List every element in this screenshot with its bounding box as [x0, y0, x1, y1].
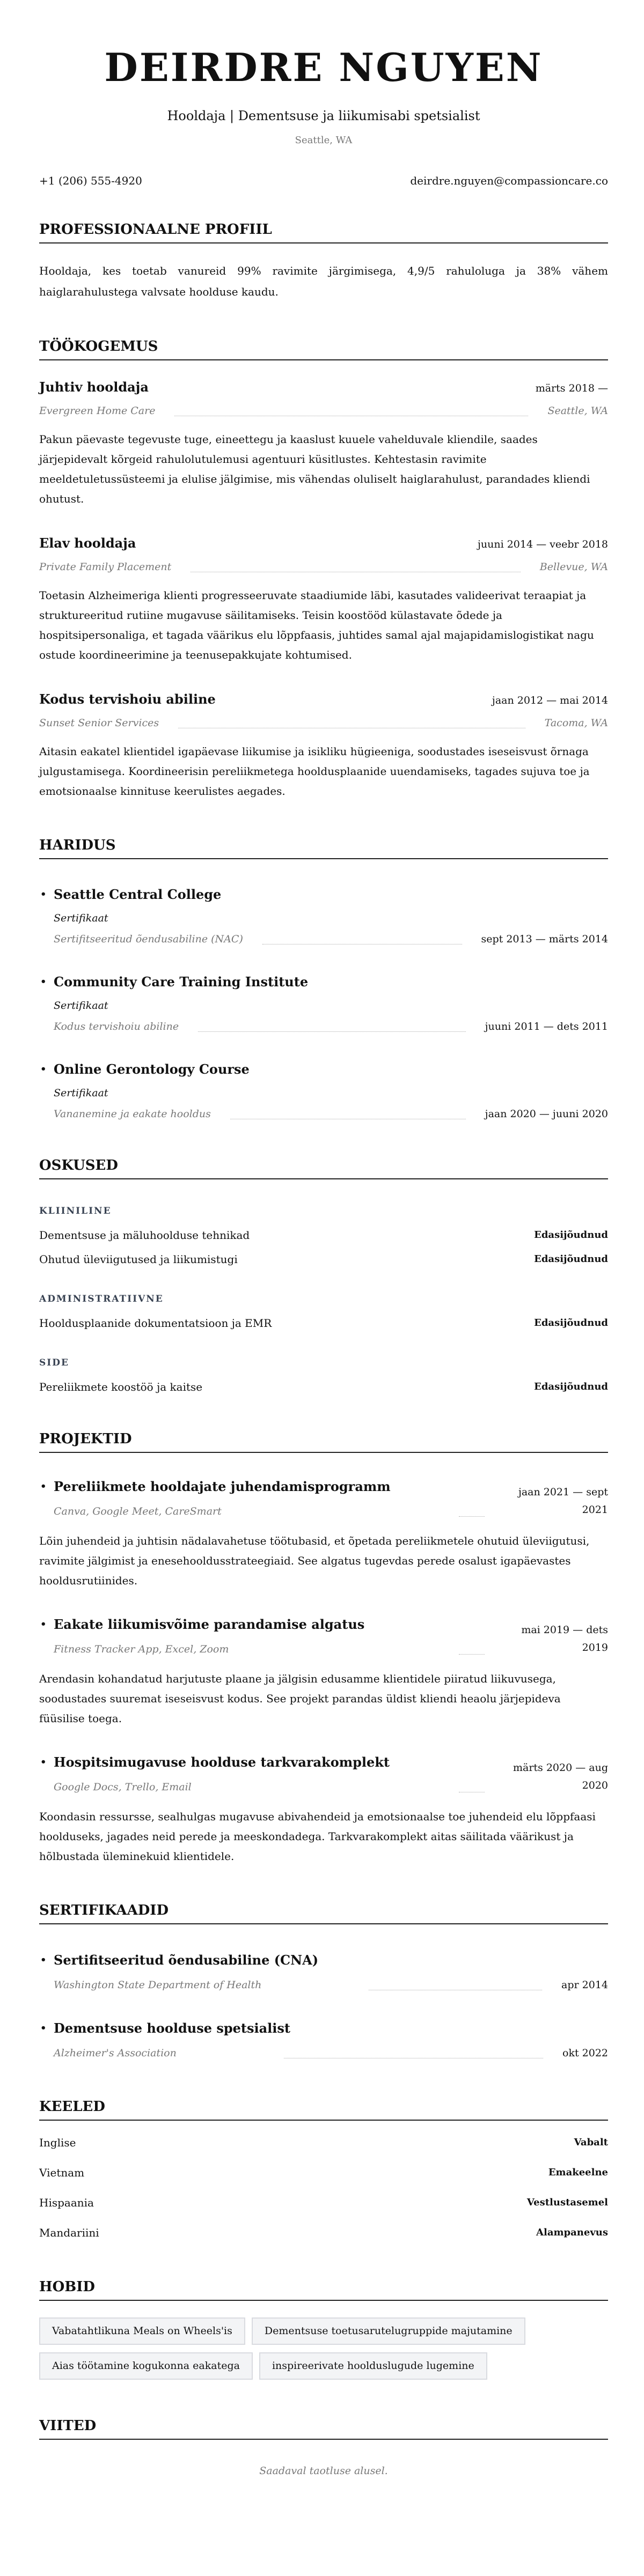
job-company: Private Family Placement [39, 561, 172, 573]
certification-entry [39, 2020, 608, 2061]
job-meta-row [39, 559, 608, 574]
section-title: HOBID [39, 2278, 608, 2301]
section-title: HARIDUS [39, 837, 608, 859]
degree-type: Sertifikaat [54, 1087, 108, 1099]
skill-row [39, 1315, 608, 1331]
phone-number[interactable]: +1 (206) 555-4920 [39, 174, 142, 187]
field-of-study: Vananemine ja eakate hooldus [54, 1108, 211, 1120]
skills-section [39, 1157, 608, 1395]
bullet-icon: • [40, 1619, 47, 1630]
skill-level: Edasijõudnud [534, 1317, 608, 1328]
job-role: Juhtiv hooldaja [39, 379, 149, 395]
education-dates: juuni 2011 — dets 2011 [485, 1021, 608, 1032]
job-meta-row [39, 403, 608, 418]
certification-name: Dementsuse hoolduse spetsialist [54, 2020, 290, 2036]
certifications-section [39, 1902, 608, 2061]
bullet-icon: • [40, 1481, 47, 1492]
project-tech: Canva, Google Meet, CareSmart [54, 1505, 222, 1517]
school-name: Community Care Training Institute [54, 974, 309, 990]
dotted-leader [459, 1516, 485, 1517]
project-name: Eakate liikumisvõime parandamise algatus [54, 1617, 365, 1632]
project-title-block [39, 1475, 506, 1519]
bullet-icon: • [40, 1064, 47, 1075]
certification-issuer: Alzheimer's Association [54, 2047, 177, 2059]
job-location: Bellevue, WA [539, 561, 608, 573]
project-dates: mai 2019 — dets 2019 [521, 1624, 608, 1654]
education-entry [39, 1061, 608, 1121]
bullet-icon: • [40, 976, 47, 987]
job-dates: juuni 2014 — veebr 2018 [477, 538, 608, 550]
project-meta-row [54, 1504, 506, 1519]
project-entry [39, 1475, 608, 1591]
resume-header [39, 45, 608, 188]
project-meta-row [54, 1642, 506, 1657]
certification-issuer: Washington State Department of Health [54, 1979, 262, 1991]
field-of-study: Kodus tervishoiu abiline [54, 1021, 179, 1032]
languages-section [39, 2098, 608, 2241]
certification-meta-row [54, 1977, 608, 1992]
job-company: Sunset Senior Services [39, 717, 159, 729]
section-title: VIITED [39, 2417, 608, 2440]
project-header [39, 1751, 608, 1795]
language-name: Mandariini [39, 2226, 99, 2239]
candidate-location: Seattle, WA [295, 135, 353, 146]
profile-summary: Hooldaja, kes toetab vanureid 99% ravimite järgimisega, 4,9/5 rahuloluga ja 38% vähem haiglarahulustega valvsate hoolduse kaudu. [39, 264, 608, 298]
project-header [39, 1475, 608, 1519]
education-section [39, 837, 608, 1121]
job-title-row [39, 535, 608, 552]
job-company: Evergreen Home Care [39, 405, 156, 417]
job-role: Elav hooldaja [39, 535, 136, 551]
project-title-block [39, 1751, 506, 1795]
experience-section [39, 338, 608, 801]
language-level: Alampanevus [536, 2227, 608, 2238]
education-dates: sept 2013 — märts 2014 [481, 933, 608, 945]
project-header [39, 1613, 608, 1657]
education-meta-row [54, 1106, 608, 1121]
language-row [39, 2135, 608, 2151]
project-entry [39, 1751, 608, 1866]
skill-level: Edasijõudnud [534, 1381, 608, 1392]
language-row [39, 2165, 608, 2181]
job-title-row [39, 379, 608, 396]
section-title: KEELED [39, 2098, 608, 2121]
project-meta-row [54, 1780, 506, 1795]
hobby-tag: Dementsuse toetusarutelugruppide majutamine [252, 2317, 525, 2345]
job-title-row [39, 691, 608, 708]
bullet-icon: • [40, 889, 47, 900]
project-description: Lõin juhendeid ja juhtisin nädalavahetuse töötubasid, et õpetada pereliikmetele ohutuid üleviigutusi, ravimite jälgimist ja enesehooldusstrateegiaid. See algatus tugevdas perede osalust igapäevastes hooldusrutiinides. [39, 1534, 590, 1587]
email-address[interactable]: deirdre.nguyen@compassioncare.co [410, 174, 608, 187]
project-name: Pereliikmete hooldajate juhendamisprogramm [54, 1479, 391, 1494]
skill-name: Dementsuse ja mäluhoolduse tehnikad [39, 1229, 250, 1242]
skill-row [39, 1227, 608, 1243]
skill-name: Ohutud üleviigutused ja liikumistugi [39, 1253, 238, 1266]
job-description: Toetasin Alzheimeriga klienti progresseeruvate staadiumide läbi, kasutades valideerivat teraapiat ja struktureeritud rutiine mugavuse säilitamiseks. Teisin koostööd külastavate õdede ja hospitsipersonaliga, et tagada väärikus elu lõppfaasis, juhtides samal ajal majapidamislogistikat nagu ostude koordineerimine ja teenusepakkujate kohtumised. [39, 589, 594, 661]
job-description: Aitasin eakatel klientidel igapäevase liikumise ja isikliku hügieeniga, soodustades iseseisvust õrnaga julgustamisega. Koordineerisin pereliikmetega hooldusplaanide uuendamiseks, tagades sujuva toe ja emotsionaalse kinnituse keerulistes aegades. [39, 745, 590, 798]
project-dates: jaan 2021 — sept 2021 [518, 1486, 608, 1516]
skill-row [39, 1251, 608, 1267]
skill-name: Pereliikmete koostöö ja kaitse [39, 1381, 203, 1393]
section-title: PROJEKTID [39, 1430, 608, 1453]
skill-row [39, 1379, 608, 1395]
references-note: Saadaval taotluse alusel. [259, 2465, 388, 2477]
job-dates: märts 2018 — [535, 382, 608, 394]
skill-level: Edasijõudnud [534, 1253, 608, 1265]
certification-name: Sertifitseeritud õendusabiline (CNA) [54, 1952, 319, 1968]
language-level: Vestlustasemel [526, 2197, 608, 2208]
education-dates: jaan 2020 — juuni 2020 [485, 1108, 608, 1120]
project-dates: märts 2020 — aug 2020 [513, 1762, 608, 1791]
job-meta-row [39, 715, 608, 730]
references-section [39, 2417, 608, 2478]
education-entry [39, 973, 608, 1034]
education-meta-row [54, 1019, 608, 1034]
job-role: Kodus tervishoiu abiline [39, 691, 216, 707]
job-entry [39, 379, 608, 509]
degree-type: Sertifikaat [54, 1000, 108, 1012]
certification-date: apr 2014 [561, 1979, 608, 1991]
school-name: Online Gerontology Course [54, 1061, 250, 1077]
certification-entry [39, 1952, 608, 1992]
project-description: Arendasin kohandatud harjutuste plaane ja jälgisin edusamme klientidele piiratud liikuvusega, soodustades suuremat iseseisvust kodus. See projekt parandas üldist kliendi heaolu järjepideva füüsilise toega. [39, 1672, 561, 1725]
language-row [39, 2225, 608, 2241]
skill-name: Hooldusplaanide dokumentatsioon ja EMR [39, 1317, 272, 1330]
project-tech: Google Docs, Trello, Email [54, 1781, 192, 1793]
section-title: SERTIFIKAADID [39, 1902, 608, 1924]
skill-category: ADMINISTRATIIVNE [39, 1294, 164, 1304]
projects-section [39, 1430, 608, 1866]
bullet-icon: • [40, 2023, 47, 2034]
job-location: Tacoma, WA [544, 717, 608, 729]
project-description: Koondasin ressursse, sealhulgas mugavuse abivahendeid ja emotsionaalse toe juhendeid elu lõppfaasi hoolduseks, jagades neid perede ja meeskondadega. Tarkvarakomplekt aitas säilitada väärikust ja hõlbustada üleminekuid klientidele. [39, 1810, 596, 1863]
skill-category: SIDE [39, 1357, 69, 1368]
job-dates: jaan 2012 — mai 2014 [492, 695, 608, 706]
education-entry [39, 886, 608, 947]
job-location: Seattle, WA [547, 405, 608, 417]
hobby-tag: inspireerivate hoolduslugude lugemine [259, 2352, 487, 2380]
job-entry [39, 535, 608, 665]
certification-meta-row [54, 2046, 608, 2061]
language-name: Hispaania [39, 2196, 94, 2209]
language-name: Vietnam [39, 2166, 85, 2179]
certification-date: okt 2022 [562, 2047, 608, 2059]
job-description: Pakun päevaste tegevuste tuge, eineettegu ja kaaslust kuuele vahelduvale kliendile, saades järjepidevalt kõrgeid rahulolutulemusi agentuuri küsitlustes. Kehtestasin ravimite meeldetuletussüsteemi ja elulise jälgimise, mis vähendas oluliselt haiglarahulust, parandades kliendi ohutust. [39, 433, 590, 505]
school-name: Seattle Central College [54, 887, 222, 902]
bullet-icon: • [40, 1954, 47, 1966]
language-level: Vabalt [574, 2137, 608, 2148]
language-row [39, 2195, 608, 2211]
project-tech: Fitness Tracker App, Excel, Zoom [54, 1643, 229, 1655]
hobby-tag: Aias töötamine kogukonna eakatega [39, 2352, 253, 2380]
hobby-tag: Vabatahtlikuna Meals on Wheels'is [39, 2317, 245, 2345]
skill-level: Edasijõudnud [534, 1229, 608, 1241]
project-title-block [39, 1613, 506, 1657]
education-meta-row [54, 932, 608, 947]
language-level: Emakeelne [548, 2167, 608, 2178]
bullet-icon: • [40, 1756, 47, 1768]
contact-row [39, 173, 608, 188]
hobby-tags [39, 2317, 576, 2380]
section-title: PROFESSIONAALNE PROFIIL [39, 221, 608, 243]
language-name: Inglise [39, 2136, 76, 2149]
section-title: TÖÖKOGEMUS [39, 338, 608, 360]
section-title: OSKUSED [39, 1157, 608, 1179]
hobbies-section [39, 2278, 608, 2380]
candidate-name: DEIRDRE NGUYEN [104, 45, 543, 90]
dotted-leader [459, 1654, 485, 1655]
job-entry [39, 691, 608, 801]
profile-section [39, 221, 608, 302]
field-of-study: Sertifitseeritud õendusabiline (NAC) [54, 933, 243, 945]
skill-category: KLIINILINE [39, 1206, 112, 1216]
dotted-leader [198, 1031, 466, 1032]
candidate-headline: Hooldaja | Dementsuse ja liikumisabi spetsialist [167, 108, 480, 123]
degree-type: Sertifikaat [54, 912, 108, 924]
project-entry [39, 1613, 608, 1729]
project-name: Hospitsimugavuse hoolduse tarkvarakomplekt [54, 1754, 390, 1770]
